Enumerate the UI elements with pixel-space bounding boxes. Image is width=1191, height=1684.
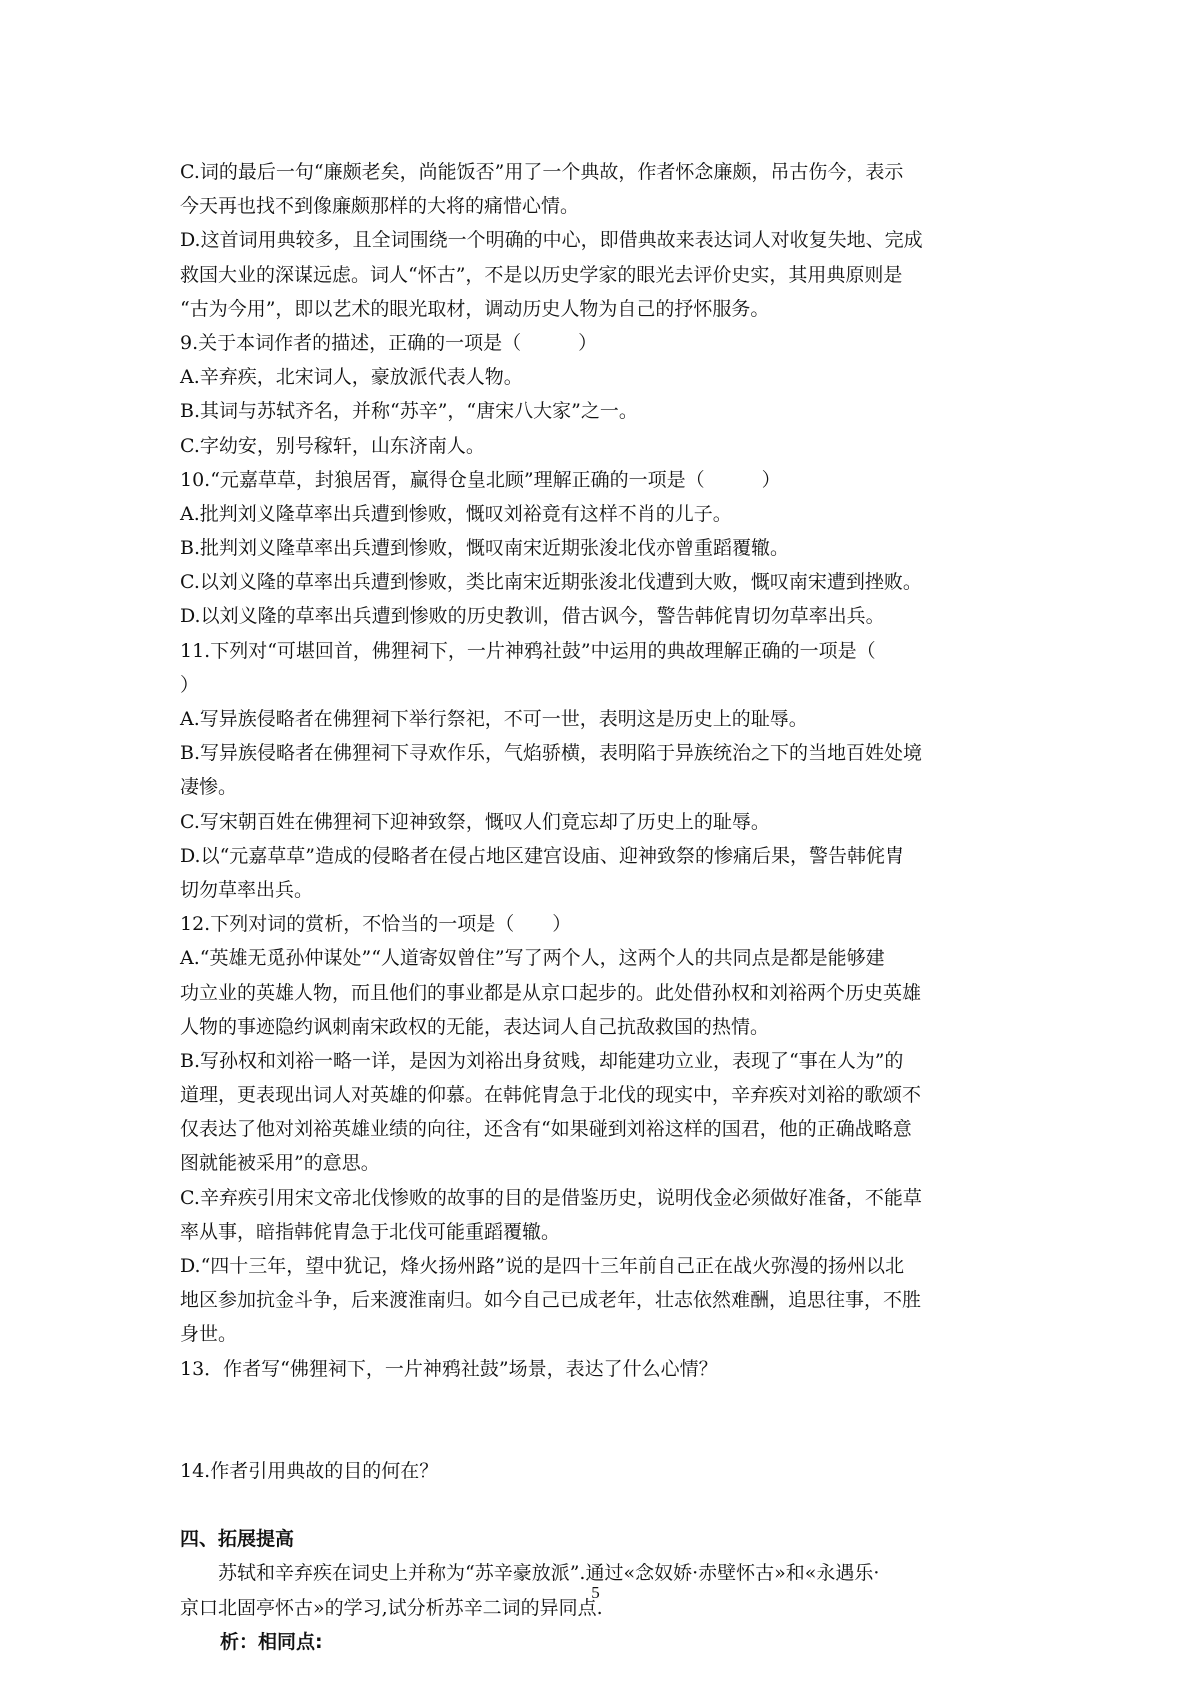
question-11-line-1: 11.下列对“可堪回首，佛狸祠下，一片神鸦社鼓”中运用的典故理解正确的一项是（ [180, 639, 876, 662]
extension-prompt-line-2: 京口北固亭怀古»的学习,试分析苏辛二词的异同点. [180, 1596, 603, 1619]
option-d-q8-line-3: “古为今用”，即以艺术的眼光取材，调动历史人物为自己的抒怀服务。 [180, 297, 770, 320]
document-body [180, 155, 1020, 1659]
analysis-similarities-label: 析：相同点: [220, 1630, 323, 1653]
question-10: 10.“元嘉草草，封狼居胥，赢得仓皇北顾”理解正确的一项是（ ） [180, 468, 781, 491]
q10-option-d: D.以刘义隆的草率出兵遭到惨败的历史教训，借古讽今，警告韩侂胄切勿草率出兵。 [180, 605, 885, 628]
q12-option-d-line-3: 身世。 [180, 1323, 238, 1346]
question-11-line-2: ） [180, 673, 200, 696]
q12-option-b-line-4: 图就能被采用”的意思。 [180, 1152, 380, 1175]
q11-option-a: A.写异族侵略者在佛狸祠下举行祭祀，不可一世，表明这是历史上的耻辱。 [180, 708, 808, 730]
question-13: 13．作者写“佛狸祠下，一片神鸦社鼓”场景，表达了什么心情？ [180, 1357, 718, 1380]
q12-option-c-line-1: C.辛弃疾引用宋文帝北伐惨败的故事的目的是借鉴历史，说明伐金必须做好准备，不能草 [180, 1186, 922, 1209]
option-c-q8-line-2: 今天再也找不到像廉颇那样的大将的痛惜心情。 [180, 195, 580, 218]
question-12: 12.下列对词的赏析，不恰当的一项是（ ） [180, 913, 572, 936]
q9-option-c: C.字幼安，别号稼轩，山东济南人。 [180, 434, 485, 457]
section-heading-extension: 四、拓展提高 [180, 1528, 295, 1551]
option-d-q8-line-1: D.这首词用典较多，且全词围绕一个明确的中心，即借典故来表达词人对收复失地、完成 [180, 229, 923, 252]
q11-option-d-line-1: D.以“元嘉草草”造成的侵略者在侵占地区建宫设庙、迎神致祭的惨痛后果，警告韩侂胄 [180, 844, 905, 867]
q12-option-b-line-1: B.写孙权和刘裕一略一详，是因为刘裕出身贫贱，却能建功立业，表现了“事在人为”的 [180, 1049, 904, 1072]
q12-option-a-line-1: A.“英雄无觅孙仲谋处”“人道寄奴曾住”写了两个人，这两个人的共同点是都是能够建 [180, 947, 885, 970]
q12-option-b-line-2: 道理，更表现出词人对英雄的仰慕。在韩侂胄急于北伐的现实中，辛弃疾对刘裕的歌颂不 [180, 1084, 922, 1107]
q11-option-b-line-1: B.写异族侵略者在佛狸祠下寻欢作乐，气焰骄横，表明陷于异族统治之下的当地百姓处境 [180, 742, 923, 765]
q11-option-c: C.写宋朝百姓在佛狸祠下迎神致祭，慨叹人们竟忘却了历史上的耻辱。 [180, 810, 770, 833]
q12-option-a-line-3: 人物的事迹隐约讽刺南宋政权的无能，表达词人自己抗敌救国的热情。 [180, 1015, 770, 1038]
q12-option-d-line-2: 地区参加抗金斗争，后来渡淮南归。如今自己已成老年，壮志依然难酬，追思往事，不胜 [180, 1289, 922, 1312]
q11-option-d-line-2: 切勿草率出兵。 [180, 878, 314, 901]
q10-option-b: B.批判刘义隆草率出兵遭到惨败，慨叹南宋近期张浚北伐亦曾重蹈覆辙。 [180, 537, 790, 560]
q11-option-b-line-2: 凄惨。 [180, 776, 238, 799]
answer-space-13 [180, 1386, 1020, 1454]
q9-option-a: A.辛弃疾，北宋词人，豪放派代表人物。 [180, 366, 523, 389]
option-d-q8-line-2: 救国大业的深谋远虑。词人“怀古”，不是以历史学家的眼光去评价史实，其用典原则是 [180, 263, 903, 286]
question-14: 14.作者引用典故的目的何在？ [180, 1459, 439, 1482]
q12-option-a-line-2: 功立业的英雄人物，而且他们的事业都是从京口起步的。此处借孙权和刘裕两个历史英雄 [180, 981, 922, 1004]
option-c-q8-line-1: C.词的最后一句“廉颇老矣，尚能饭否”用了一个典故，作者怀念廉颇，吊古伤今，表示 [180, 161, 904, 183]
q9-option-b: B.其词与苏轼齐名，并称“苏辛”，“唐宋八大家”之一。 [180, 400, 638, 423]
q12-option-d-line-1: D.“四十三年，望中犹记，烽火扬州路”说的是四十三年前自己正在战火弥漫的扬州以北 [180, 1255, 905, 1277]
q12-option-c-line-2: 率从事，暗指韩侂胄急于北伐可能重蹈覆辙。 [180, 1220, 561, 1243]
q10-option-a: A.批判刘义隆草率出兵遭到惨败，慨叹刘裕竟有这样不肖的儿子。 [180, 502, 732, 525]
answer-space-14 [180, 1488, 1020, 1522]
question-9: 9.关于本词作者的描述，正确的一项是（ ） [180, 331, 598, 354]
page-number: 5 [591, 1583, 600, 1602]
q10-option-c: C.以刘义隆的草率出兵遭到惨败，类比南宋近期张浚北伐遭到大败，慨叹南宋遭到挫败。 [180, 571, 922, 594]
q12-option-b-line-3: 仅表达了他对刘裕英雄业绩的向往，还含有“如果碰到刘裕这样的国君，他的正确战略意 [180, 1118, 912, 1141]
extension-prompt-line-1: 苏轼和辛弃疾在词史上并称为“苏辛豪放派”.通过«念奴娇·赤壁怀古»和«永遇乐· [218, 1562, 880, 1585]
